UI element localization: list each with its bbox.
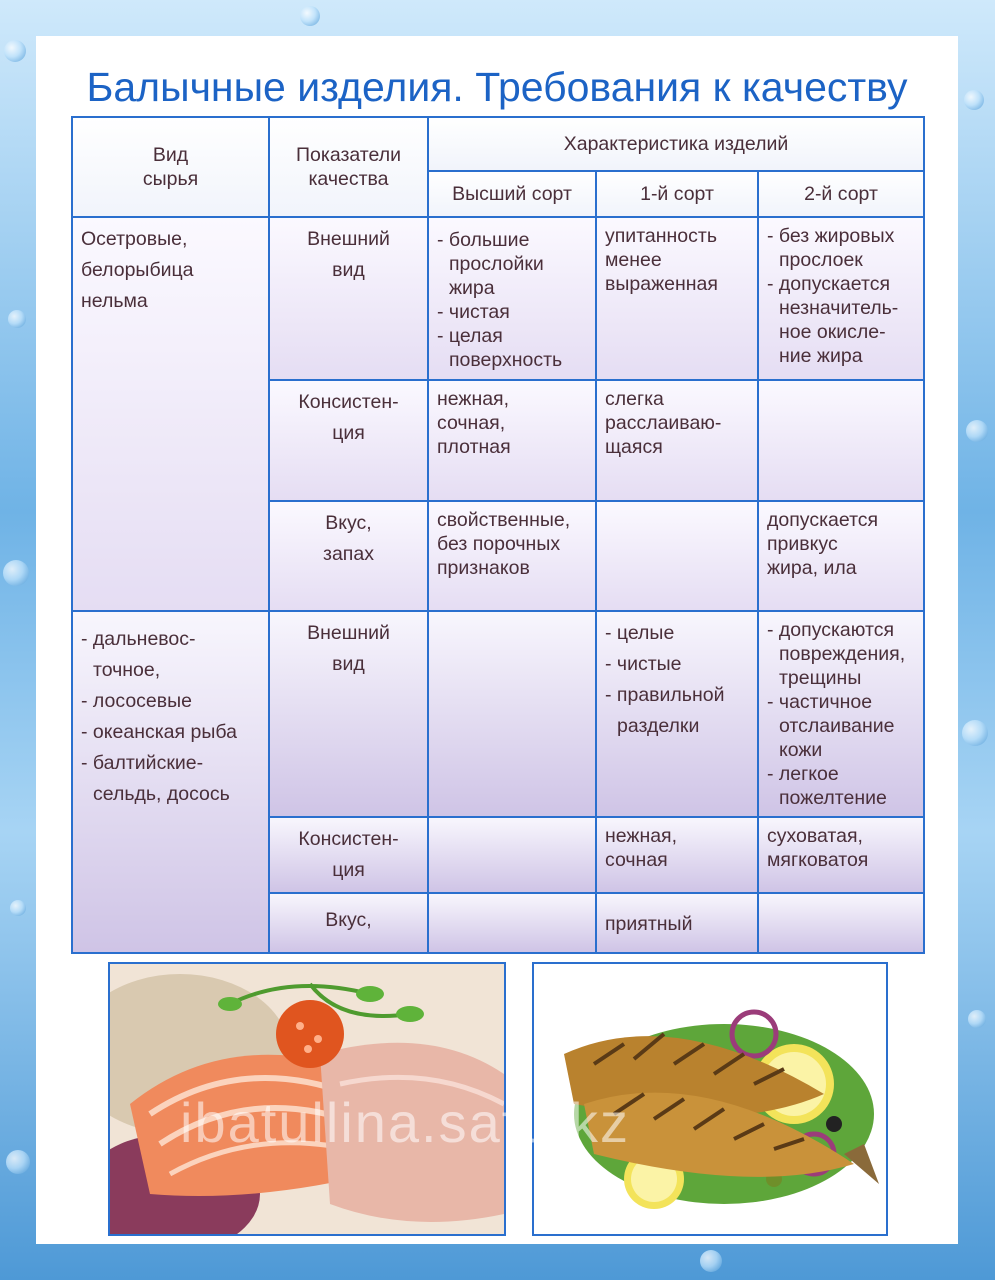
- cell-second-taste: допускается привкус жира, ила: [758, 501, 924, 611]
- header-grade-second: 2-й сорт: [758, 171, 924, 217]
- bubble-decoration: [964, 90, 984, 110]
- indicator-appearance: Внешний вид: [269, 611, 428, 817]
- header-grade-top: Высший сорт: [428, 171, 596, 217]
- cell-first-appearance: упитанность менее выраженная: [596, 217, 758, 380]
- bubble-decoration: [10, 900, 26, 916]
- cell-first-taste: приятный: [596, 893, 758, 953]
- cell-top-taste: [428, 893, 596, 953]
- list-item: - лососевые: [81, 690, 192, 712]
- cell-first-consistency: слегка расслаиваю- щаяся: [596, 380, 758, 501]
- list-item: - допускаются повреждения, трещины: [767, 619, 906, 689]
- list-item: - балтийские-сельдь, досось: [81, 752, 230, 805]
- list-item: - правильной разделки: [605, 684, 725, 737]
- cell-first-consistency: нежная, сочная: [596, 817, 758, 893]
- raw-type-salmon: [72, 611, 269, 953]
- list-item: - дальневос-точное,: [81, 628, 196, 681]
- cell-top-taste: свойственные, без порочных признаков: [428, 501, 596, 611]
- cell-first-appearance: [596, 611, 758, 817]
- indicator-consistency: Консистен- ция: [269, 380, 428, 501]
- raw-type-sturgeon: Осетровые, белорыбица нельма: [72, 217, 269, 611]
- bubble-decoration: [700, 1250, 722, 1272]
- cell-first-taste: [596, 501, 758, 611]
- cell-second-consistency: суховатая, мягковатоя: [758, 817, 924, 893]
- quality-table: [71, 116, 925, 954]
- cell-top-consistency: нежная, сочная, плотная: [428, 380, 596, 501]
- cell-top-consistency: [428, 817, 596, 893]
- bubble-decoration: [968, 1010, 986, 1028]
- header-characteristics: Характеристика изделий: [428, 117, 924, 171]
- header-raw-type: Вид сырья: [72, 117, 269, 217]
- cell-second-appearance: [758, 217, 924, 380]
- list-item: - целая поверхность: [437, 325, 563, 371]
- list-item: - чистые: [605, 653, 682, 675]
- bubble-decoration: [966, 420, 988, 442]
- header-indicators: Показатели качества: [269, 117, 428, 217]
- list-item: - допускается незначитель-ное окисле-ние жира: [767, 273, 899, 367]
- cell-top-appearance: [428, 217, 596, 380]
- header-grade-first: 1-й сорт: [596, 171, 758, 217]
- bubble-decoration: [300, 6, 320, 26]
- cell-top-appearance: [428, 611, 596, 817]
- cell-second-consistency: [758, 380, 924, 501]
- bubble-decoration: [962, 720, 988, 746]
- list-item: - частичное отслаивание кожи: [767, 691, 895, 761]
- cell-second-appearance: [758, 611, 924, 817]
- indicator-consistency: Консистен- ция: [269, 817, 428, 893]
- bubble-decoration: [3, 560, 29, 586]
- indicator-taste: Вкус, запах: [269, 501, 428, 611]
- list-item: - без жировых прослоек: [767, 225, 895, 271]
- list-item: - океанская рыба: [81, 721, 237, 743]
- indicator-taste: Вкус,: [269, 893, 428, 953]
- list-item: - легкое пожелтение: [767, 763, 887, 809]
- indicator-appearance: Внешний вид: [269, 217, 428, 380]
- content-panel: [36, 36, 958, 1244]
- cell-second-taste: [758, 893, 924, 953]
- list-item: - большие прослойки жира: [437, 229, 544, 299]
- list-item: - чистая: [437, 301, 510, 323]
- bubble-decoration: [4, 40, 26, 62]
- bubble-decoration: [6, 1150, 30, 1174]
- watermark: ibatullina.satu.kz: [180, 1091, 631, 1154]
- page-title: Балычные изделия. Требования к качеству: [86, 64, 908, 110]
- bubble-decoration: [8, 310, 26, 328]
- list-item: - целые: [605, 622, 675, 644]
